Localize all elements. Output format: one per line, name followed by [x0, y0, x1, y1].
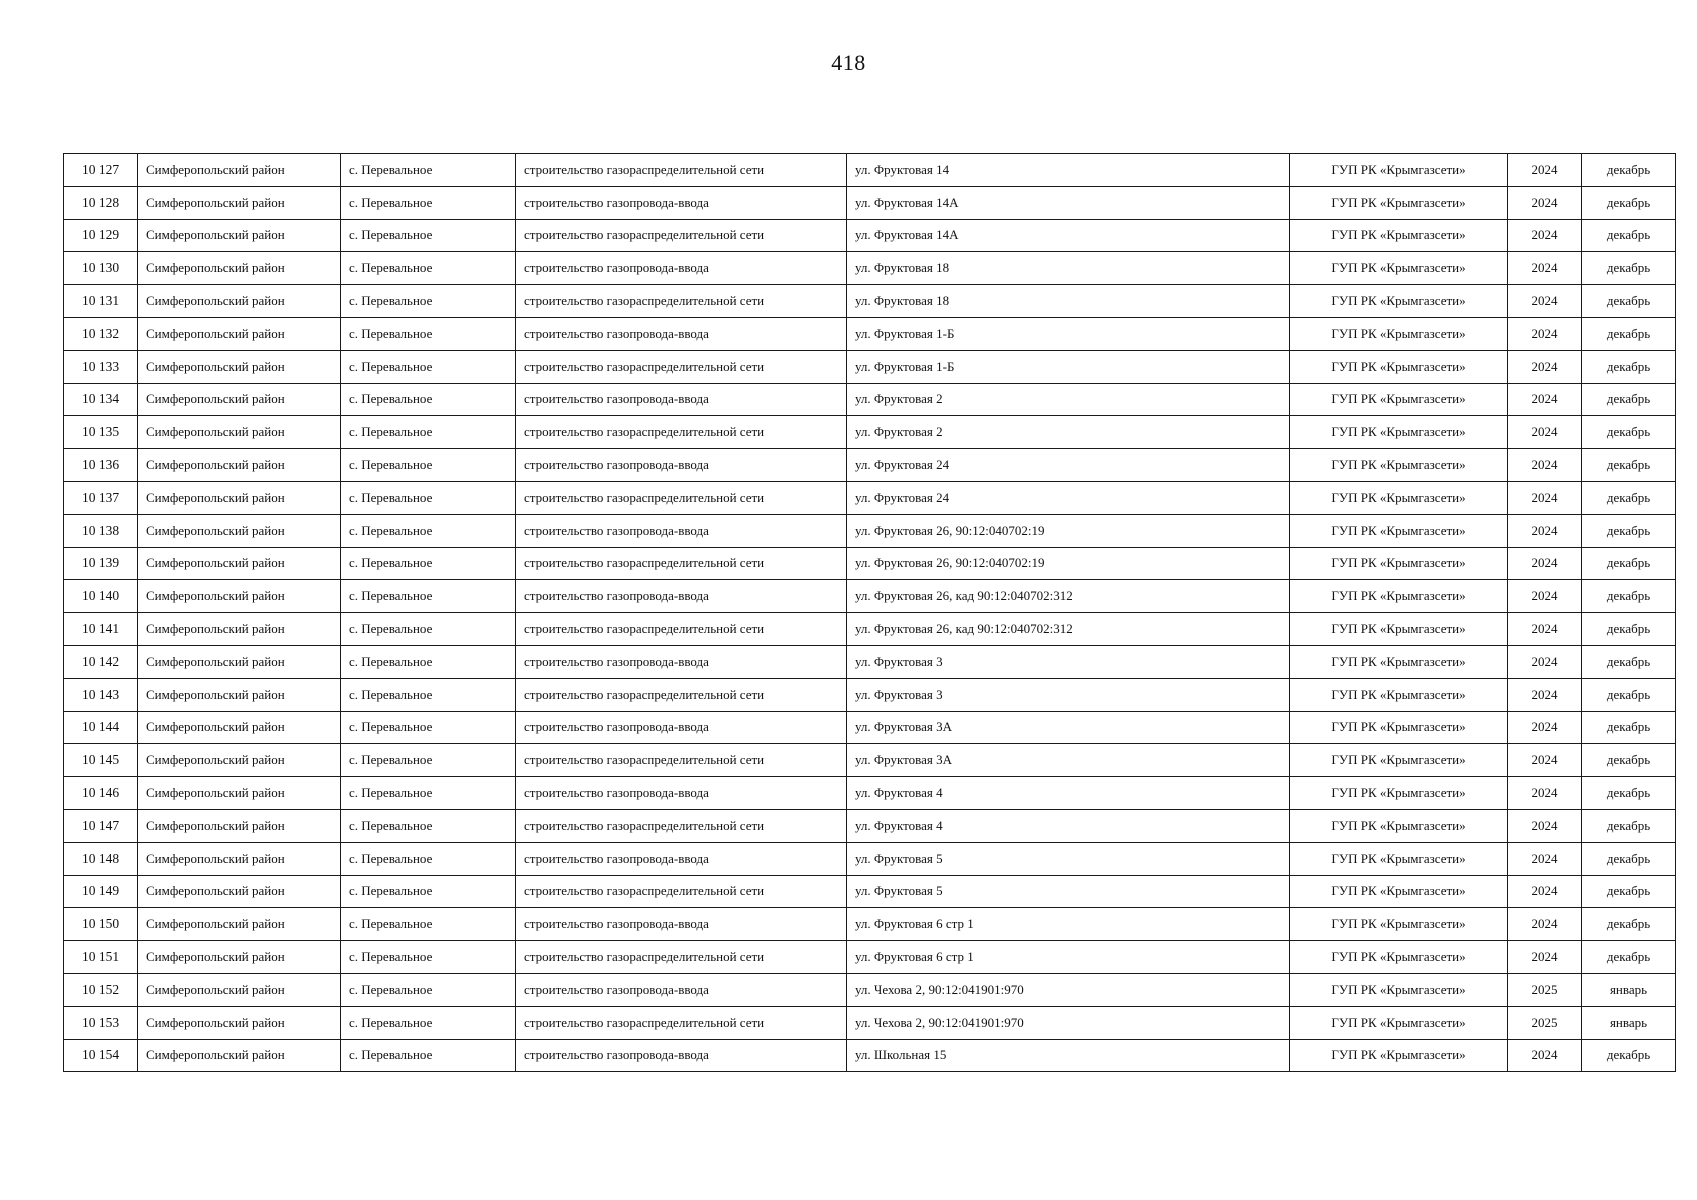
settlement-cell: с. Перевальное: [341, 809, 516, 842]
organization-cell: ГУП РК «Крымгазсети»: [1290, 449, 1508, 482]
row-number: 10 145: [64, 744, 138, 777]
year-cell: 2024: [1508, 941, 1582, 974]
table-row: [64, 449, 1676, 482]
work-type-cell: строительство газораспределительной сети: [516, 744, 847, 777]
year-cell: 2024: [1508, 449, 1582, 482]
organization-cell: ГУП РК «Крымгазсети»: [1290, 842, 1508, 875]
organization-cell: ГУП РК «Крымгазсети»: [1290, 514, 1508, 547]
work-type-cell: строительство газораспределительной сети: [516, 285, 847, 318]
district-cell: Симферопольский район: [138, 678, 341, 711]
work-type-cell: строительство газопровода-ввода: [516, 908, 847, 941]
month-cell: декабрь: [1582, 285, 1676, 318]
table-row: [64, 908, 1676, 941]
address-cell: ул. Фруктовая 26, кад 90:12:040702:312: [847, 613, 1290, 646]
address-cell: ул. Фруктовая 6 стр 1: [847, 908, 1290, 941]
year-cell: 2024: [1508, 481, 1582, 514]
organization-cell: ГУП РК «Крымгазсети»: [1290, 285, 1508, 318]
table-row: [64, 154, 1676, 187]
district-cell: Симферопольский район: [138, 186, 341, 219]
row-number: 10 140: [64, 580, 138, 613]
work-type-cell: строительство газопровода-ввода: [516, 711, 847, 744]
settlement-cell: с. Перевальное: [341, 416, 516, 449]
table-row: [64, 941, 1676, 974]
address-cell: ул. Фруктовая 3: [847, 678, 1290, 711]
year-cell: 2024: [1508, 416, 1582, 449]
table-row: [64, 1006, 1676, 1039]
organization-cell: ГУП РК «Крымгазсети»: [1290, 875, 1508, 908]
address-cell: ул. Фруктовая 24: [847, 449, 1290, 482]
district-cell: Симферопольский район: [138, 613, 341, 646]
month-cell: январь: [1582, 1006, 1676, 1039]
table-row: [64, 1039, 1676, 1072]
month-cell: декабрь: [1582, 416, 1676, 449]
table-row: [64, 285, 1676, 318]
month-cell: декабрь: [1582, 383, 1676, 416]
year-cell: 2024: [1508, 317, 1582, 350]
settlement-cell: с. Перевальное: [341, 973, 516, 1006]
district-cell: Симферопольский район: [138, 285, 341, 318]
year-cell: 2024: [1508, 744, 1582, 777]
address-cell: ул. Фруктовая 2: [847, 383, 1290, 416]
month-cell: декабрь: [1582, 186, 1676, 219]
organization-cell: ГУП РК «Крымгазсети»: [1290, 416, 1508, 449]
month-cell: декабрь: [1582, 252, 1676, 285]
row-number: 10 153: [64, 1006, 138, 1039]
table-row: [64, 875, 1676, 908]
year-cell: 2025: [1508, 973, 1582, 1006]
work-type-cell: строительство газопровода-ввода: [516, 383, 847, 416]
month-cell: декабрь: [1582, 875, 1676, 908]
district-cell: Симферопольский район: [138, 449, 341, 482]
month-cell: декабрь: [1582, 1039, 1676, 1072]
address-cell: ул. Фруктовая 4: [847, 777, 1290, 810]
row-number: 10 146: [64, 777, 138, 810]
page-number: 418: [831, 50, 866, 75]
organization-cell: ГУП РК «Крымгазсети»: [1290, 383, 1508, 416]
work-type-cell: строительство газораспределительной сети: [516, 875, 847, 908]
settlement-cell: с. Перевальное: [341, 1039, 516, 1072]
address-cell: ул. Фруктовая 18: [847, 252, 1290, 285]
district-cell: Симферопольский район: [138, 252, 341, 285]
row-number: 10 139: [64, 547, 138, 580]
year-cell: 2024: [1508, 777, 1582, 810]
settlement-cell: с. Перевальное: [341, 317, 516, 350]
work-type-cell: строительство газопровода-ввода: [516, 514, 847, 547]
row-number: 10 150: [64, 908, 138, 941]
table-body: [64, 154, 1676, 1072]
year-cell: 2024: [1508, 1039, 1582, 1072]
year-cell: 2024: [1508, 514, 1582, 547]
organization-cell: ГУП РК «Крымгазсети»: [1290, 350, 1508, 383]
row-number: 10 130: [64, 252, 138, 285]
district-cell: Симферопольский район: [138, 711, 341, 744]
organization-cell: ГУП РК «Крымгазсети»: [1290, 645, 1508, 678]
month-cell: декабрь: [1582, 317, 1676, 350]
settlement-cell: с. Перевальное: [341, 186, 516, 219]
organization-cell: ГУП РК «Крымгазсети»: [1290, 1039, 1508, 1072]
address-cell: ул. Фруктовая 14: [847, 154, 1290, 187]
work-type-cell: строительство газораспределительной сети: [516, 481, 847, 514]
organization-cell: ГУП РК «Крымгазсети»: [1290, 777, 1508, 810]
work-type-cell: строительство газораспределительной сети: [516, 941, 847, 974]
table-row: [64, 416, 1676, 449]
table-row: [64, 711, 1676, 744]
settlement-cell: с. Перевальное: [341, 285, 516, 318]
address-cell: ул. Чехова 2, 90:12:041901:970: [847, 973, 1290, 1006]
row-number: 10 154: [64, 1039, 138, 1072]
address-cell: ул. Фруктовая 3А: [847, 711, 1290, 744]
work-type-cell: строительство газопровода-ввода: [516, 580, 847, 613]
district-cell: Симферопольский район: [138, 580, 341, 613]
district-cell: Симферопольский район: [138, 350, 341, 383]
settlement-cell: с. Перевальное: [341, 875, 516, 908]
year-cell: 2024: [1508, 809, 1582, 842]
year-cell: 2024: [1508, 547, 1582, 580]
settlement-cell: с. Перевальное: [341, 1006, 516, 1039]
district-cell: Симферопольский район: [138, 908, 341, 941]
work-type-cell: строительство газопровода-ввода: [516, 317, 847, 350]
district-cell: Симферопольский район: [138, 777, 341, 810]
year-cell: 2024: [1508, 678, 1582, 711]
work-type-cell: строительство газораспределительной сети: [516, 154, 847, 187]
gasification-register-table: [63, 153, 1676, 1072]
month-cell: декабрь: [1582, 678, 1676, 711]
row-number: 10 143: [64, 678, 138, 711]
row-number: 10 135: [64, 416, 138, 449]
district-cell: Симферопольский район: [138, 875, 341, 908]
month-cell: декабрь: [1582, 580, 1676, 613]
address-cell: ул. Фруктовая 14А: [847, 186, 1290, 219]
work-type-cell: строительство газораспределительной сети: [516, 219, 847, 252]
settlement-cell: с. Перевальное: [341, 547, 516, 580]
organization-cell: ГУП РК «Крымгазсети»: [1290, 580, 1508, 613]
month-cell: декабрь: [1582, 514, 1676, 547]
work-type-cell: строительство газопровода-ввода: [516, 1039, 847, 1072]
row-number: 10 151: [64, 941, 138, 974]
organization-cell: ГУП РК «Крымгазсети»: [1290, 1006, 1508, 1039]
month-cell: январь: [1582, 973, 1676, 1006]
address-cell: ул. Фруктовая 2: [847, 416, 1290, 449]
table-row: [64, 186, 1676, 219]
work-type-cell: строительство газораспределительной сети: [516, 350, 847, 383]
address-cell: ул. Фруктовая 1-Б: [847, 317, 1290, 350]
settlement-cell: с. Перевальное: [341, 219, 516, 252]
row-number: 10 128: [64, 186, 138, 219]
table-row: [64, 350, 1676, 383]
work-type-cell: строительство газопровода-ввода: [516, 186, 847, 219]
work-type-cell: строительство газораспределительной сети: [516, 678, 847, 711]
month-cell: декабрь: [1582, 842, 1676, 875]
year-cell: 2024: [1508, 252, 1582, 285]
district-cell: Симферопольский район: [138, 941, 341, 974]
month-cell: декабрь: [1582, 350, 1676, 383]
table-row: [64, 744, 1676, 777]
organization-cell: ГУП РК «Крымгазсети»: [1290, 941, 1508, 974]
work-type-cell: строительство газораспределительной сети: [516, 1006, 847, 1039]
work-type-cell: строительство газопровода-ввода: [516, 449, 847, 482]
table-row: [64, 645, 1676, 678]
row-number: 10 132: [64, 317, 138, 350]
address-cell: ул. Фруктовая 3А: [847, 744, 1290, 777]
month-cell: декабрь: [1582, 481, 1676, 514]
row-number: 10 149: [64, 875, 138, 908]
organization-cell: ГУП РК «Крымгазсети»: [1290, 317, 1508, 350]
row-number: 10 147: [64, 809, 138, 842]
district-cell: Симферопольский район: [138, 416, 341, 449]
work-type-cell: строительство газораспределительной сети: [516, 613, 847, 646]
settlement-cell: с. Перевальное: [341, 154, 516, 187]
year-cell: 2024: [1508, 842, 1582, 875]
month-cell: декабрь: [1582, 613, 1676, 646]
settlement-cell: с. Перевальное: [341, 744, 516, 777]
row-number: 10 152: [64, 973, 138, 1006]
district-cell: Симферопольский район: [138, 154, 341, 187]
month-cell: декабрь: [1582, 744, 1676, 777]
year-cell: 2024: [1508, 580, 1582, 613]
address-cell: ул. Фруктовая 26, кад 90:12:040702:312: [847, 580, 1290, 613]
organization-cell: ГУП РК «Крымгазсети»: [1290, 154, 1508, 187]
table-row: [64, 580, 1676, 613]
row-number: 10 127: [64, 154, 138, 187]
organization-cell: ГУП РК «Крымгазсети»: [1290, 711, 1508, 744]
district-cell: Симферопольский район: [138, 383, 341, 416]
row-number: 10 141: [64, 613, 138, 646]
settlement-cell: с. Перевальное: [341, 449, 516, 482]
address-cell: ул. Чехова 2, 90:12:041901:970: [847, 1006, 1290, 1039]
settlement-cell: с. Перевальное: [341, 645, 516, 678]
work-type-cell: строительство газопровода-ввода: [516, 973, 847, 1006]
settlement-cell: с. Перевальное: [341, 383, 516, 416]
organization-cell: ГУП РК «Крымгазсети»: [1290, 613, 1508, 646]
district-cell: Симферопольский район: [138, 219, 341, 252]
address-cell: ул. Фруктовая 26, 90:12:040702:19: [847, 514, 1290, 547]
settlement-cell: с. Перевальное: [341, 842, 516, 875]
month-cell: декабрь: [1582, 777, 1676, 810]
row-number: 10 134: [64, 383, 138, 416]
table-row: [64, 842, 1676, 875]
settlement-cell: с. Перевальное: [341, 514, 516, 547]
district-cell: Симферопольский район: [138, 744, 341, 777]
settlement-cell: с. Перевальное: [341, 252, 516, 285]
address-cell: ул. Фруктовая 26, 90:12:040702:19: [847, 547, 1290, 580]
address-cell: ул. Фруктовая 24: [847, 481, 1290, 514]
organization-cell: ГУП РК «Крымгазсети»: [1290, 219, 1508, 252]
row-number: 10 129: [64, 219, 138, 252]
row-number: 10 148: [64, 842, 138, 875]
table-row: [64, 547, 1676, 580]
settlement-cell: с. Перевальное: [341, 678, 516, 711]
work-type-cell: строительство газораспределительной сети: [516, 809, 847, 842]
settlement-cell: с. Перевальное: [341, 350, 516, 383]
district-cell: Симферопольский район: [138, 547, 341, 580]
district-cell: Симферопольский район: [138, 645, 341, 678]
row-number: 10 138: [64, 514, 138, 547]
work-type-cell: строительство газопровода-ввода: [516, 252, 847, 285]
table-row: [64, 383, 1676, 416]
month-cell: декабрь: [1582, 941, 1676, 974]
organization-cell: ГУП РК «Крымгазсети»: [1290, 481, 1508, 514]
table-row: [64, 678, 1676, 711]
address-cell: ул. Фруктовая 6 стр 1: [847, 941, 1290, 974]
district-cell: Симферопольский район: [138, 809, 341, 842]
organization-cell: ГУП РК «Крымгазсети»: [1290, 744, 1508, 777]
table-row: [64, 252, 1676, 285]
month-cell: декабрь: [1582, 154, 1676, 187]
address-cell: ул. Фруктовая 18: [847, 285, 1290, 318]
organization-cell: ГУП РК «Крымгазсети»: [1290, 547, 1508, 580]
address-cell: ул. Фруктовая 3: [847, 645, 1290, 678]
district-cell: Симферопольский район: [138, 514, 341, 547]
row-number: 10 144: [64, 711, 138, 744]
table-row: [64, 219, 1676, 252]
row-number: 10 131: [64, 285, 138, 318]
row-number: 10 137: [64, 481, 138, 514]
settlement-cell: с. Перевальное: [341, 481, 516, 514]
table-row: [64, 317, 1676, 350]
table-row: [64, 514, 1676, 547]
year-cell: 2024: [1508, 645, 1582, 678]
district-cell: Симферопольский район: [138, 973, 341, 1006]
settlement-cell: с. Перевальное: [341, 908, 516, 941]
year-cell: 2024: [1508, 285, 1582, 318]
organization-cell: ГУП РК «Крымгазсети»: [1290, 186, 1508, 219]
year-cell: 2024: [1508, 154, 1582, 187]
year-cell: 2024: [1508, 613, 1582, 646]
month-cell: декабрь: [1582, 908, 1676, 941]
work-type-cell: строительство газораспределительной сети: [516, 416, 847, 449]
month-cell: декабрь: [1582, 219, 1676, 252]
month-cell: декабрь: [1582, 645, 1676, 678]
table-row: [64, 973, 1676, 1006]
row-number: 10 133: [64, 350, 138, 383]
organization-cell: ГУП РК «Крымгазсети»: [1290, 809, 1508, 842]
table-row: [64, 613, 1676, 646]
settlement-cell: с. Перевальное: [341, 580, 516, 613]
district-cell: Симферопольский район: [138, 1039, 341, 1072]
month-cell: декабрь: [1582, 809, 1676, 842]
address-cell: ул. Фруктовая 5: [847, 842, 1290, 875]
month-cell: декабрь: [1582, 449, 1676, 482]
year-cell: 2024: [1508, 875, 1582, 908]
address-cell: ул. Фруктовая 5: [847, 875, 1290, 908]
year-cell: 2024: [1508, 350, 1582, 383]
table-row: [64, 809, 1676, 842]
district-cell: Симферопольский район: [138, 317, 341, 350]
row-number: 10 142: [64, 645, 138, 678]
month-cell: декабрь: [1582, 711, 1676, 744]
year-cell: 2024: [1508, 186, 1582, 219]
work-type-cell: строительство газопровода-ввода: [516, 777, 847, 810]
settlement-cell: с. Перевальное: [341, 941, 516, 974]
table-row: [64, 777, 1676, 810]
year-cell: 2024: [1508, 711, 1582, 744]
settlement-cell: с. Перевальное: [341, 613, 516, 646]
organization-cell: ГУП РК «Крымгазсети»: [1290, 973, 1508, 1006]
district-cell: Симферопольский район: [138, 1006, 341, 1039]
address-cell: ул. Фруктовая 14А: [847, 219, 1290, 252]
district-cell: Симферопольский район: [138, 481, 341, 514]
row-number: 10 136: [64, 449, 138, 482]
work-type-cell: строительство газопровода-ввода: [516, 842, 847, 875]
address-cell: ул. Фруктовая 1-Б: [847, 350, 1290, 383]
table-row: [64, 481, 1676, 514]
year-cell: 2024: [1508, 219, 1582, 252]
month-cell: декабрь: [1582, 547, 1676, 580]
organization-cell: ГУП РК «Крымгазсети»: [1290, 252, 1508, 285]
settlement-cell: с. Перевальное: [341, 711, 516, 744]
work-type-cell: строительство газопровода-ввода: [516, 645, 847, 678]
settlement-cell: с. Перевальное: [341, 777, 516, 810]
address-cell: ул. Школьная 15: [847, 1039, 1290, 1072]
year-cell: 2024: [1508, 383, 1582, 416]
year-cell: 2025: [1508, 1006, 1582, 1039]
district-cell: Симферопольский район: [138, 842, 341, 875]
organization-cell: ГУП РК «Крымгазсети»: [1290, 678, 1508, 711]
organization-cell: ГУП РК «Крымгазсети»: [1290, 908, 1508, 941]
work-type-cell: строительство газораспределительной сети: [516, 547, 847, 580]
year-cell: 2024: [1508, 908, 1582, 941]
address-cell: ул. Фруктовая 4: [847, 809, 1290, 842]
